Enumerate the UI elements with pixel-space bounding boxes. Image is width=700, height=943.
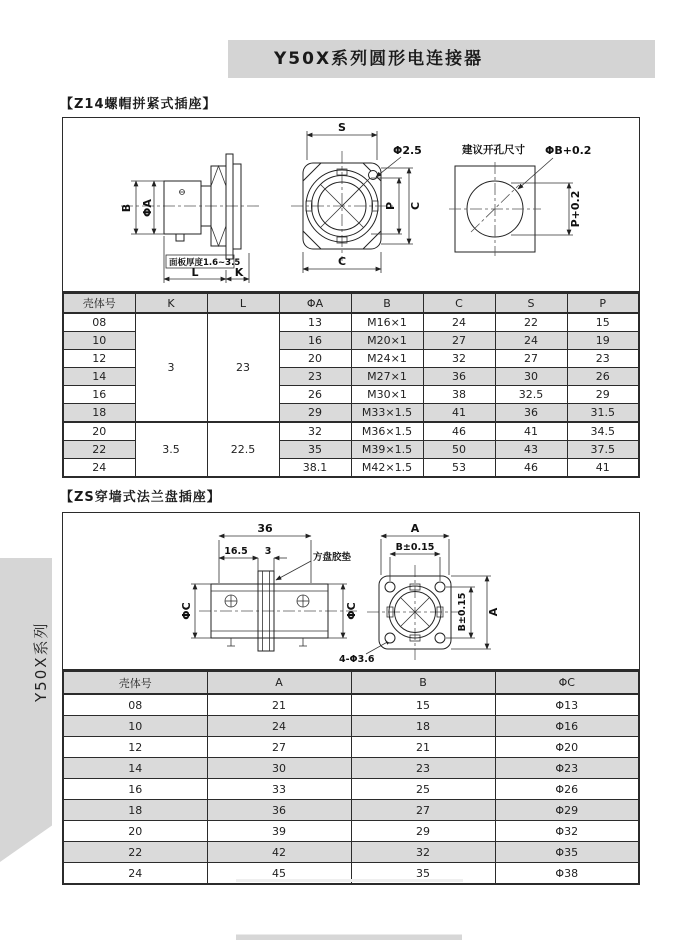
cell: 12 (63, 350, 135, 368)
cell: 24 (495, 332, 567, 350)
cell: 45 (207, 863, 351, 885)
page-title: Y50X系列圆形电连接器 (228, 40, 655, 78)
footer-bar (236, 934, 462, 940)
gasket-note: 方盘胶垫 (313, 552, 352, 563)
cell: 36 (207, 800, 351, 821)
cell: 23 (279, 368, 351, 386)
dim-label-p-cutout: P+0.2 (569, 190, 582, 228)
zs-technical-drawing (63, 513, 639, 669)
cell: 08 (63, 313, 135, 332)
cell: 26 (567, 368, 639, 386)
dim-label-phi-a: ΦA (141, 199, 154, 217)
cell: 46 (423, 422, 495, 441)
cell: 41 (495, 422, 567, 441)
dim-label-phi-c-left: ΦC (180, 602, 193, 620)
table-row (63, 800, 639, 821)
cell: 41 (423, 404, 495, 423)
cell: 23 (351, 758, 495, 779)
cell: 34.5 (567, 422, 639, 441)
cell: 33 (207, 779, 351, 800)
cell: 29 (351, 821, 495, 842)
cell: 31.5 (567, 404, 639, 423)
cell: 22 (495, 313, 567, 332)
cell: M20×1 (351, 332, 423, 350)
cell: 22 (63, 842, 207, 863)
cell: 46 (495, 459, 567, 478)
series-side-tab-label: Y50X系列 (32, 621, 50, 702)
cell: 38 (423, 386, 495, 404)
cell: Φ32 (495, 821, 639, 842)
z14-dimensions-table (62, 292, 640, 478)
dim-label-c-bottom: C (337, 255, 347, 268)
cell: 20 (279, 350, 351, 368)
section-zs-heading: 【ZS穿墙式法兰盘插座】 (60, 490, 221, 505)
cell: Φ20 (495, 737, 639, 758)
cell: 20 (63, 422, 135, 441)
cell: Φ23 (495, 758, 639, 779)
cell: 38.1 (279, 459, 351, 478)
holes-note: 4-Φ3.6 (339, 654, 375, 665)
cell: M36×1.5 (351, 422, 423, 441)
cell: M33×1.5 (351, 404, 423, 423)
cell: Φ26 (495, 779, 639, 800)
section-z14-heading: 【Z14螺帽拼紧式插座】 (60, 97, 217, 112)
cell: 10 (63, 332, 135, 350)
dim-label-b: B (120, 203, 133, 213)
cell: M39×1.5 (351, 441, 423, 459)
cell: 13 (279, 313, 351, 332)
z14-front-view (291, 121, 422, 273)
table-row (63, 842, 639, 863)
cell: 18 (63, 404, 135, 423)
cell: 15 (351, 694, 495, 716)
cell: 16 (63, 386, 135, 404)
col-header-shell: 壳体号 (63, 671, 207, 694)
cell: 14 (63, 368, 135, 386)
cell: 29 (567, 386, 639, 404)
cell: 19 (567, 332, 639, 350)
zs-dimensions-table (62, 670, 640, 885)
cell: 26 (279, 386, 351, 404)
cell: 14 (63, 758, 207, 779)
dim-label-l: L (191, 266, 199, 279)
table-header-row (63, 293, 639, 313)
cell: 35 (279, 441, 351, 459)
cell: 32 (423, 350, 495, 368)
col-header-shell: 壳体号 (63, 293, 135, 313)
cell: 32 (351, 842, 495, 863)
cell: 18 (351, 716, 495, 737)
cell: 42 (207, 842, 351, 863)
cell: 16 (279, 332, 351, 350)
cell: 30 (207, 758, 351, 779)
zs-side-view (180, 522, 391, 665)
cell: 22 (63, 441, 135, 459)
cell: Φ35 (495, 842, 639, 863)
table-row (63, 737, 639, 758)
cell: 18 (63, 800, 207, 821)
cell: 30 (495, 368, 567, 386)
cell: Φ16 (495, 716, 639, 737)
cell-k-merged: 3 (135, 313, 207, 422)
cell: 36 (495, 404, 567, 423)
cell: 50 (423, 441, 495, 459)
col-header-p: P (567, 293, 639, 313)
col-header-k: K (135, 293, 207, 313)
cell: 21 (207, 694, 351, 716)
dim-label-k: K (234, 266, 244, 279)
cell: 27 (207, 737, 351, 758)
zs-front-view (367, 522, 500, 660)
cell: 36 (423, 368, 495, 386)
cell-k-merged: 3.5 (135, 422, 207, 477)
cell: 24 (207, 716, 351, 737)
dim-label-b-right: B±0.15 (457, 592, 468, 632)
cell: M16×1 (351, 313, 423, 332)
cell: 37.5 (567, 441, 639, 459)
cell: Φ13 (495, 694, 639, 716)
cell: Φ29 (495, 800, 639, 821)
cell: 27 (423, 332, 495, 350)
cutout-title: 建议开孔尺寸 (462, 144, 525, 156)
dim-label-3: 3 (264, 546, 272, 557)
hole-label-phi25: Φ2.5 (393, 144, 422, 157)
cell: M42×1.5 (351, 459, 423, 478)
table-row (63, 694, 639, 716)
table-row (63, 758, 639, 779)
cell: 10 (63, 716, 207, 737)
cell: 15 (567, 313, 639, 332)
cell: 25 (351, 779, 495, 800)
cell: 27 (351, 800, 495, 821)
dim-label-b-top: B±0.15 (395, 542, 435, 553)
series-side-tab (0, 558, 52, 862)
col-header-c: C (423, 293, 495, 313)
cell: 24 (63, 863, 207, 885)
cell: 32 (279, 422, 351, 441)
table-header-row (63, 671, 639, 694)
table-row (63, 422, 639, 441)
cell: 41 (567, 459, 639, 478)
cell: M24×1 (351, 350, 423, 368)
cell: 08 (63, 694, 207, 716)
dim-label-165: 16.5 (224, 546, 248, 557)
cell-l-merged: 23 (207, 313, 279, 422)
cell: 35 (351, 863, 495, 885)
cell: 32.5 (495, 386, 567, 404)
table-row (63, 716, 639, 737)
col-header-b: B (351, 671, 495, 694)
cell: 23 (567, 350, 639, 368)
dim-label-a-top: A (410, 522, 420, 535)
dim-label-s: S (338, 121, 346, 134)
cell: 12 (63, 737, 207, 758)
z14-drawing-panel (62, 117, 640, 292)
cell-l-merged: 22.5 (207, 422, 279, 477)
col-header-l: L (207, 293, 279, 313)
cell: 27 (495, 350, 567, 368)
z14-side-view (120, 154, 259, 283)
panel-thickness-note: 面板厚度1.6~3.5 (169, 258, 241, 268)
cell: 16 (63, 779, 207, 800)
cell: M27×1 (351, 368, 423, 386)
cell: 21 (351, 737, 495, 758)
cell: 24 (423, 313, 495, 332)
col-header-phi-c: ΦC (495, 671, 639, 694)
col-header-a: A (207, 671, 351, 694)
dim-label-p: P (384, 201, 397, 211)
dim-label-36: 36 (257, 522, 273, 535)
table-row (63, 313, 639, 332)
col-header-b: B (351, 293, 423, 313)
cell: 20 (63, 821, 207, 842)
dim-label-c-right: C (409, 201, 422, 211)
cell: Φ38 (495, 863, 639, 885)
cell: M30×1 (351, 386, 423, 404)
table-row (63, 821, 639, 842)
z14-cutout-view (449, 143, 591, 256)
dim-label-phi-b: ΦB+0.2 (545, 144, 592, 157)
cell: 39 (207, 821, 351, 842)
footer-faint-rule (236, 879, 463, 882)
table-row (63, 779, 639, 800)
cell: 53 (423, 459, 495, 478)
dim-label-a-right: A (487, 607, 500, 617)
cell: 43 (495, 441, 567, 459)
zs-drawing-panel (62, 512, 640, 670)
cell: 29 (279, 404, 351, 423)
dim-label-phi-c-right: ΦC (345, 602, 358, 620)
col-header-s: S (495, 293, 567, 313)
cell: 24 (63, 459, 135, 478)
z14-technical-drawing (63, 118, 639, 291)
col-header-phi-a: ΦA (279, 293, 351, 313)
